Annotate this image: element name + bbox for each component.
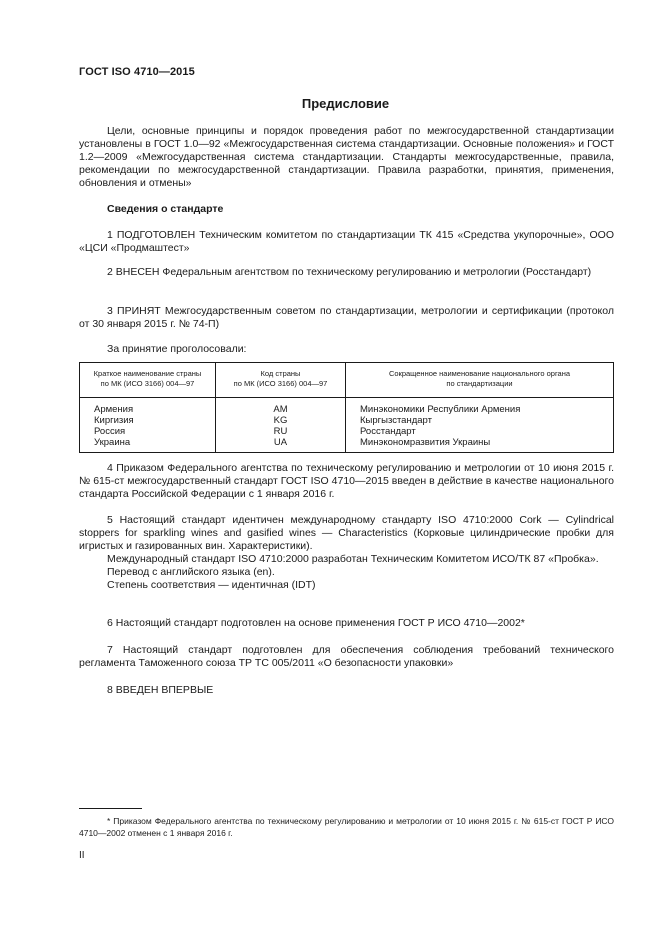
item-5-text: 5 Настоящий стандарт идентичен международному стандарту ISO 4710:2000 Cork — Cylindrical stoppers for sparkling wines and gasified wines — Characteristics (Корковые цилиндрические пробки для игристых и газированных вин. Характеристики).	[79, 514, 614, 552]
table-header-organ-line1: Сокращенное наименование национального органа	[388, 369, 571, 378]
item-3-text: 3 ПРИНЯТ Межгосударственным советом по стандартизации, метрологии и сертификации (протокол от 30 января 2015 г. № 74-П)	[79, 305, 614, 330]
table-cell-country: Россия	[80, 426, 216, 437]
item-2	[79, 266, 614, 279]
item-7-text: 7 Настоящий стандарт подготовлен для обеспечения соблюдения требований технического регламента Таможенного союза ТР ТС 005/2011 «О безопасности упаковки»	[79, 644, 614, 669]
table-cell-code: KG	[216, 415, 346, 426]
vote-label: За принятие проголосовали:	[107, 343, 247, 355]
table-row	[80, 415, 614, 426]
item-7	[79, 644, 614, 670]
item-8	[79, 684, 614, 697]
table-cell-country: Украина	[80, 437, 216, 453]
item-6-text: 6 Настоящий стандарт подготовлен на основе применения ГОСТ Р ИСО 4710—2002*	[107, 617, 525, 629]
section-heading-block	[79, 203, 614, 216]
table-header-code	[216, 363, 346, 398]
item-5-translation: Перевод с английского языка (en).	[107, 566, 275, 578]
item-4-text: 4 Приказом Федерального агентства по техническому регулированию и метрологии от 10 июня 2015 г. № 615-ст межгосударственный стандарт ГОСТ ISO 4710—2015 введен в действие в качестве национального стандарта Российской Федерации с 1 января 2016 г.	[79, 462, 614, 500]
table-cell-country: Армения	[80, 398, 216, 416]
item-2-text: 2 ВНЕСЕН Федеральным агентством по техническому регулированию и метрологии (Росстандарт)	[107, 266, 592, 278]
item-4	[79, 462, 614, 501]
document-code-header: ГОСТ ISO 4710—2015	[79, 66, 195, 78]
table-row	[80, 398, 614, 416]
table-header-country-line2: по МК (ИСО 3166) 004—97	[100, 379, 195, 388]
table-cell-organ: Кыргызстандарт	[346, 415, 614, 426]
table-header-country-line1: Краткое наименование страны	[93, 369, 202, 378]
table-row	[80, 437, 614, 453]
intro-text: Цели, основные принципы и порядок проведения работ по межгосударственной стандартизации установлены в ГОСТ 1.0—92 «Межгосударственная система стандартизации. Основные положения» и ГОСТ 1.2—2009 «Межгосударственная система стандартизации. Стандарты межгосударственные, правила, рекомендации по межгосударственной стандартизации. Правила разработки, принятия, применения, обновления и отмены»	[79, 125, 614, 189]
intro-paragraph	[79, 125, 614, 190]
item-5-conformity: Степень соответствия — идентичная (IDT)	[107, 579, 316, 591]
footnote-divider	[79, 808, 142, 809]
table-cell-organ: Минэкономразвития Украины	[346, 437, 614, 453]
table-header-code-line2: по МК (ИСО 3166) 004—97	[233, 379, 328, 388]
vote-label-block	[79, 343, 614, 356]
table-cell-code: AM	[216, 398, 346, 416]
section-heading: Сведения о стандарте	[107, 203, 224, 215]
table-cell-code: UA	[216, 437, 346, 453]
table-header-row	[80, 363, 614, 398]
page-number: II	[79, 850, 85, 861]
table-cell-organ: Минэкономики Республики Армения	[346, 398, 614, 416]
table-cell-code: RU	[216, 426, 346, 437]
table-header-organ-line2: по стандартизации	[446, 379, 513, 388]
page-title: Предисловие	[301, 96, 390, 111]
table-header-code-line1: Код страны	[260, 369, 301, 378]
item-6	[79, 617, 614, 630]
footnote	[79, 815, 614, 839]
footnote-text: * Приказом Федерального агентства по техническому регулированию и метрологии от 10 июня 2015 г. № 615-ст ГОСТ Р ИСО 4710—2002 отменен с 1 января 2016 г.	[79, 816, 614, 838]
item-5-origin: Международный стандарт ISO 4710:2000 разработан Техническим Комитетом ИСО/ТК 87 «Пробка».	[107, 553, 599, 565]
table-row	[80, 426, 614, 437]
item-1	[79, 229, 614, 255]
table-header-country	[80, 363, 216, 398]
item-8-text: 8 ВВЕДЕН ВПЕРВЫЕ	[107, 684, 214, 696]
item-1-text: 1 ПОДГОТОВЛЕН Техническим комитетом по стандартизации ТК 415 «Средства укупорочные», ООО «ЦСИ «Продмаштест»	[79, 229, 614, 254]
voting-table	[79, 362, 614, 453]
item-3	[79, 305, 614, 331]
table-cell-organ: Росстандарт	[346, 426, 614, 437]
table-header-organ	[346, 363, 614, 398]
table-cell-country: Киргизия	[80, 415, 216, 426]
item-5	[79, 514, 614, 592]
